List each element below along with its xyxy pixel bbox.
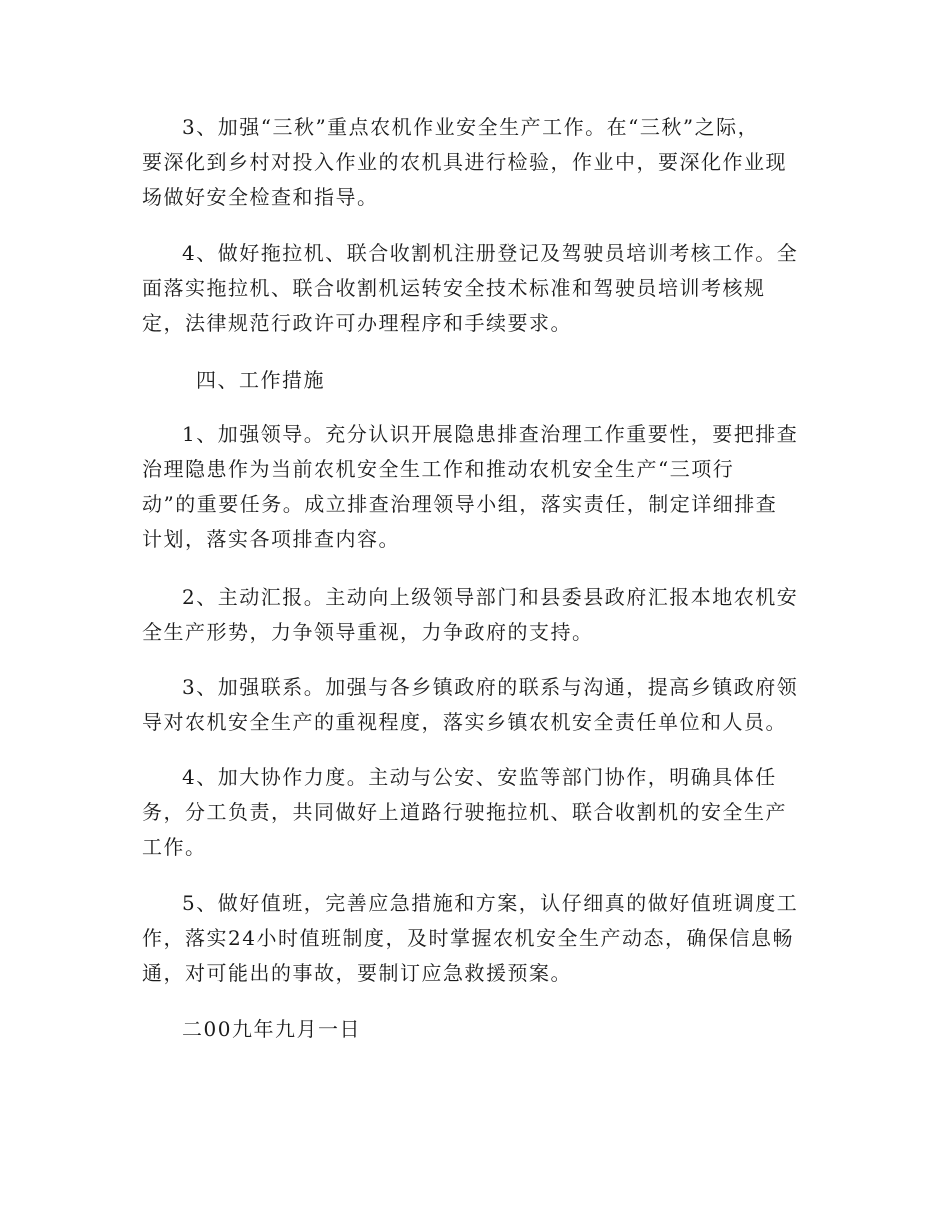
paragraph-registration-training (142, 236, 810, 341)
paragraph-line: 计划，落实各项排查内容。 (142, 527, 400, 551)
paragraph-line: 3、加强“三秋”重点农机作业安全生产工作。在“三秋”之际， (182, 115, 760, 139)
paragraph-duty (142, 886, 810, 991)
paragraph-cooperation (142, 760, 810, 865)
paragraph-line: 3、加强联系。加强与各乡镇政府的联系与沟通，提高乡镇政府领 (182, 675, 799, 699)
paragraph-line: 动”的重要任务。成立排查治理领导小组，落实责任，制定详细排查 (142, 492, 778, 516)
paragraph-line: 要深化到乡村对投入作业的农机具进行检验，作业中，要深化作业现 (142, 150, 787, 174)
section-heading: 四、工作措施 (196, 368, 325, 392)
paragraph-line: 定，法律规范行政许可办理程序和手续要求。 (142, 311, 572, 335)
paragraph-leadership (142, 417, 810, 557)
paragraph-reporting (142, 580, 810, 650)
paragraph-line: 4、加大协作力度。主动与公安、安监等部门协作，明确具体任 (182, 765, 777, 789)
paragraph-safety-autumn (142, 110, 810, 215)
paragraph-line: 通，对可能出的事故，要制订应急救援预案。 (142, 961, 572, 985)
paragraph-line: 5、做好值班，完善应急措施和方案，认仔细真的做好值班调度工 (182, 891, 799, 915)
paragraph-line: 工作。 (142, 835, 207, 859)
paragraph-line: 2、主动汇报。主动向上级领导部门和县委县政府汇报本地农机安 (182, 585, 799, 609)
date-line: 二00九年九月一日 (182, 1017, 361, 1041)
paragraph-line: 全生产形势，力争领导重视，力争政府的支持。 (142, 620, 594, 644)
paragraph-line: 面落实拖拉机、联合收割机运转安全技术标准和驾驶员培训考核规 (142, 276, 766, 300)
section-heading-work-measures (142, 363, 810, 398)
paragraph-line: 治理隐患作为当前农机安全生工作和推动农机安全生产“三项行 (142, 457, 735, 481)
document-date (142, 1012, 810, 1047)
paragraph-line: 场做好安全检查和指导。 (142, 185, 379, 209)
paragraph-line: 作，落实24小时值班制度，及时掌握农机安全生产动态，确保信息畅 (142, 926, 794, 950)
paragraph-liaison (142, 670, 810, 740)
paragraph-line: 4、做好拖拉机、联合收割机注册登记及驾驶员培训考核工作。全 (182, 241, 799, 265)
paragraph-line: 务，分工负责，共同做好上道路行驶拖拉机、联合收割机的安全生产 (142, 800, 787, 824)
paragraph-line: 1、加强领导。充分认识开展隐患排查治理工作重要性，要把排查 (182, 422, 799, 446)
paragraph-line: 导对农机安全生产的重视程度，落实乡镇农机安全责任单位和人员。 (142, 710, 787, 734)
